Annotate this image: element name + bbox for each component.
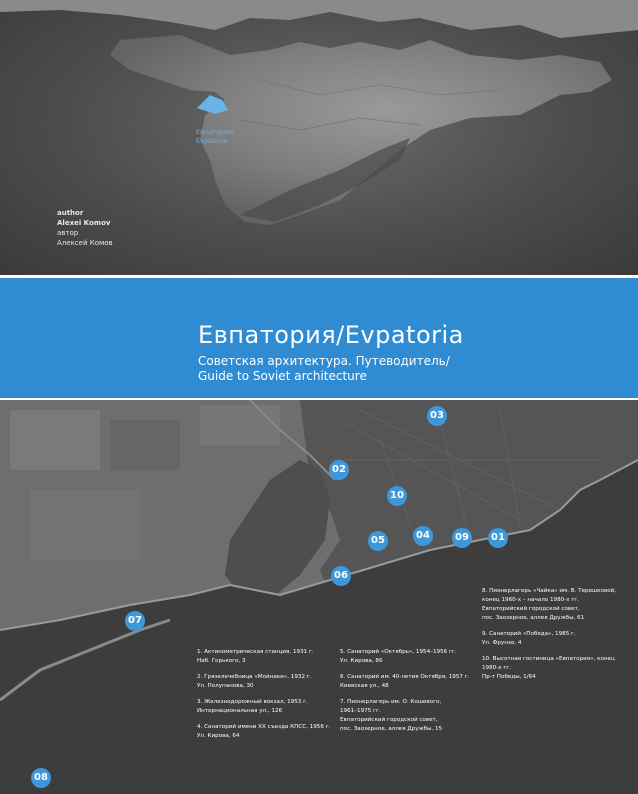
legend-item-years: 1961–1975 гг. <box>340 708 381 714</box>
map-marker-02[interactable]: 02 <box>329 460 349 480</box>
map-marker-09[interactable]: 09 <box>452 528 472 548</box>
evpatoria-location-label <box>196 128 234 146</box>
author-role-ru: автор <box>57 229 79 237</box>
legend-column-2 <box>340 648 475 741</box>
legend-item <box>482 587 634 623</box>
legend-item-title: 10. Высотная гостиница «Евпатория», конец <box>482 656 615 662</box>
legend-item-title: 5. Санаторий «Октябрь», 1954–1956 гг. <box>340 649 457 655</box>
legend-item-title: 4. Санаторий имени XX съезда КПСС, 1956 г. <box>197 724 331 730</box>
legend-item-title: 3. Железнодорожный вокзал, 1953 г. <box>197 699 308 705</box>
legend-item-title: 2. Грязелечебница «Мойнаки», 1932 г. <box>197 674 312 680</box>
legend-item-address: Ул. Полупанова, 30 <box>197 683 254 689</box>
page-subtitle <box>198 354 450 384</box>
legend-item-address: Наб. Горького, 3 <box>197 658 246 664</box>
map-marker-10[interactable]: 10 <box>387 486 407 506</box>
map-marker-04[interactable]: 04 <box>413 526 433 546</box>
map-marker-07[interactable]: 07 <box>125 611 145 631</box>
author-role-en: author <box>57 209 84 217</box>
legend-item <box>340 648 475 666</box>
evpatoria-aerial-map <box>0 400 638 794</box>
legend-item-address: Интернациональная ул., 126 <box>197 708 283 714</box>
legend-item-address: Ул. Фрунзе, 4 <box>482 640 522 646</box>
legend-item-address: Пр-т Победы, 1/64 <box>482 674 536 680</box>
legend-item-address: пос. Заозерное, аллея Дружбы, 61 <box>482 615 585 621</box>
legend-item <box>197 648 332 666</box>
legend-item-address: Киевская ул., 48 <box>340 683 389 689</box>
author-block <box>57 208 113 248</box>
legend-item-years: 1980-х гг. <box>482 665 511 671</box>
legend-item-owner: Евпаторийский городской совет, <box>340 717 438 723</box>
legend-item-address: Ул. Кирова, 64 <box>197 733 240 739</box>
region-label-ru: Евпатория/ <box>196 128 235 136</box>
author-name-ru: Алексей Комов <box>57 239 113 247</box>
legend-column-1 <box>197 648 332 748</box>
legend-item-title: 7. Пионерлагерь им. О. Кошевого, <box>340 699 442 705</box>
author-name-en: Alexei Komov <box>57 219 111 227</box>
legend-item-owner: Евпаторийский городской совет, <box>482 606 580 612</box>
legend-item-address: пос. Заозерное, аллея Дружбы, 15 <box>340 726 443 732</box>
map-marker-05[interactable]: 05 <box>368 531 388 551</box>
map-marker-08[interactable]: 08 <box>31 768 51 788</box>
legend-item-title: 1. Актинометрическая станция, 1931 г. <box>197 649 314 655</box>
legend-item-title: 9. Санаторий «Победа», 1985 г. <box>482 631 576 637</box>
map-marker-01[interactable]: 01 <box>488 528 508 548</box>
page-title: Евпатория/Evpatoria <box>198 321 464 349</box>
legend-item-title: 6. Санаторий им. 40-летия Октября, 1957 г. <box>340 674 470 680</box>
legend-item-years: конец 1960-х – начало 1980-х гг. <box>482 597 579 603</box>
map-marker-06[interactable]: 06 <box>331 566 351 586</box>
legend-item <box>197 723 332 741</box>
legend-item <box>197 673 332 691</box>
crimea-satellite-photo <box>0 0 638 275</box>
legend-item-title: 8. Пионерлагерь «Чайка» им. В. Терешковой, <box>482 588 617 594</box>
legend-item <box>482 630 634 648</box>
legend-item <box>197 698 332 716</box>
subtitle-line-2: Guide to Soviet architecture <box>198 369 367 383</box>
map-marker-03[interactable]: 03 <box>427 406 447 426</box>
legend-item <box>340 673 475 691</box>
subtitle-line-1: Советская архитектура. Путеводитель/ <box>198 354 450 368</box>
legend-item <box>482 655 634 682</box>
region-label-en: Evpatoria <box>196 137 228 145</box>
legend-item <box>340 698 475 734</box>
legend-column-3 <box>482 587 634 689</box>
legend-item-address: Ул. Кирова, 86 <box>340 658 383 664</box>
